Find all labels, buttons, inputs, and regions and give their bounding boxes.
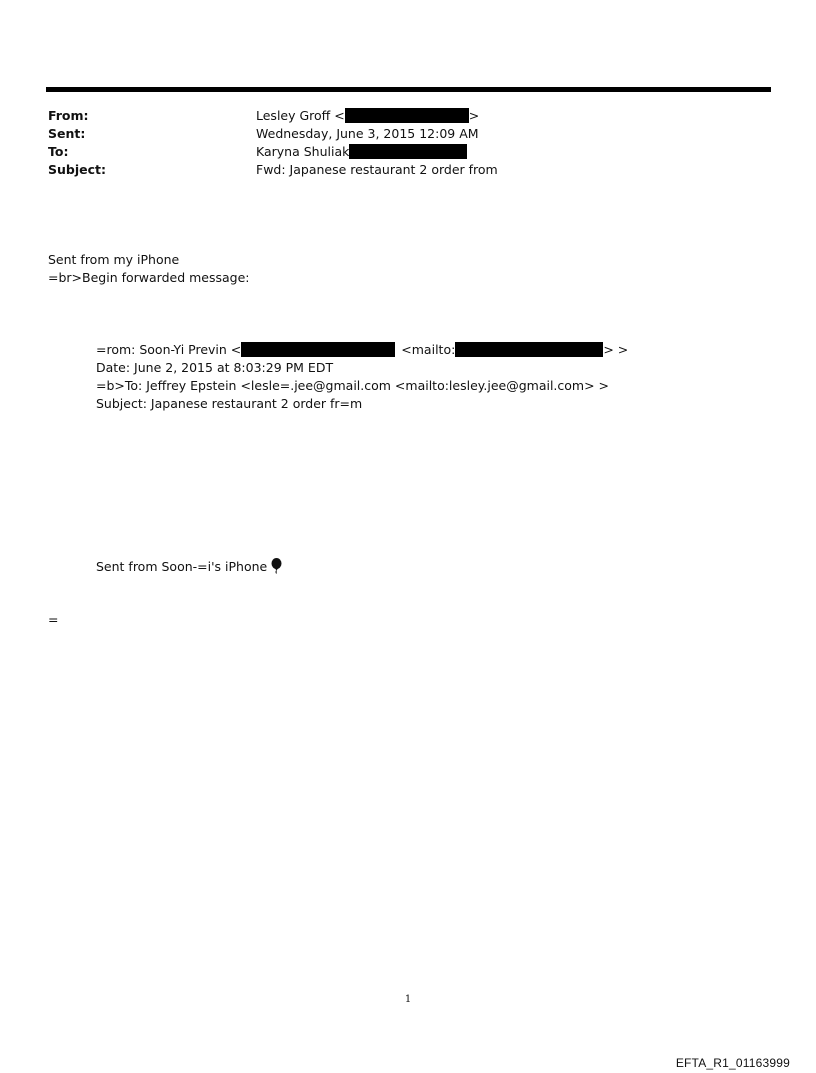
forwarded-from-line — [96, 341, 628, 359]
forwarded-mailto: <mailto: — [401, 342, 456, 357]
from-name: Lesley Groff < — [256, 108, 345, 123]
forwarded-subject-line: Subject: Japanese restaurant 2 order fr=m — [96, 396, 363, 411]
to-value — [256, 143, 467, 161]
header-from-row — [48, 107, 768, 125]
redaction-box — [349, 144, 467, 159]
body-line-sent-from: Sent from my iPhone — [48, 252, 180, 267]
redaction-box — [241, 342, 395, 357]
redaction-box — [345, 108, 469, 123]
subject-value: Fwd: Japanese restaurant 2 order from — [256, 162, 498, 177]
sent-label: Sent: — [48, 126, 86, 141]
signature-text: Sent from Soon-=i's iPhone — [96, 559, 268, 574]
header-subject-row — [48, 161, 768, 179]
subject-label: Subject: — [48, 162, 106, 177]
header-divider — [46, 87, 771, 92]
balloon-icon — [271, 558, 282, 579]
forwarded-mailto-suffix: > > — [603, 342, 629, 357]
header-to-row — [48, 143, 768, 161]
to-label: To: — [48, 144, 69, 159]
forwarded-signature — [96, 558, 282, 579]
trailing-equals: = — [48, 612, 59, 627]
body-line-forwarded: =br>Begin forwarded message: — [48, 270, 250, 285]
forwarded-from-name: =rom: Soon-Yi Previn < — [96, 342, 242, 357]
redaction-box — [455, 342, 603, 357]
forwarded-date-line: Date: June 2, 2015 at 8:03:29 PM EDT — [96, 360, 334, 375]
from-value — [256, 107, 479, 125]
forwarded-to-line: =b>To: Jeffrey Epstein <lesle=.jee@gmail.com <mailto:lesley.jee@gmail.com> > — [96, 378, 610, 393]
to-name: Karyna Shuliak — [256, 144, 350, 159]
header-sent-row — [48, 125, 768, 143]
from-suffix: > — [468, 108, 480, 123]
page-number: 1 — [404, 994, 412, 1005]
from-label: From: — [48, 108, 89, 123]
document-id: EFTA_R1_01163999 — [675, 1056, 790, 1070]
sent-value: Wednesday, June 3, 2015 12:09 AM — [256, 126, 479, 141]
